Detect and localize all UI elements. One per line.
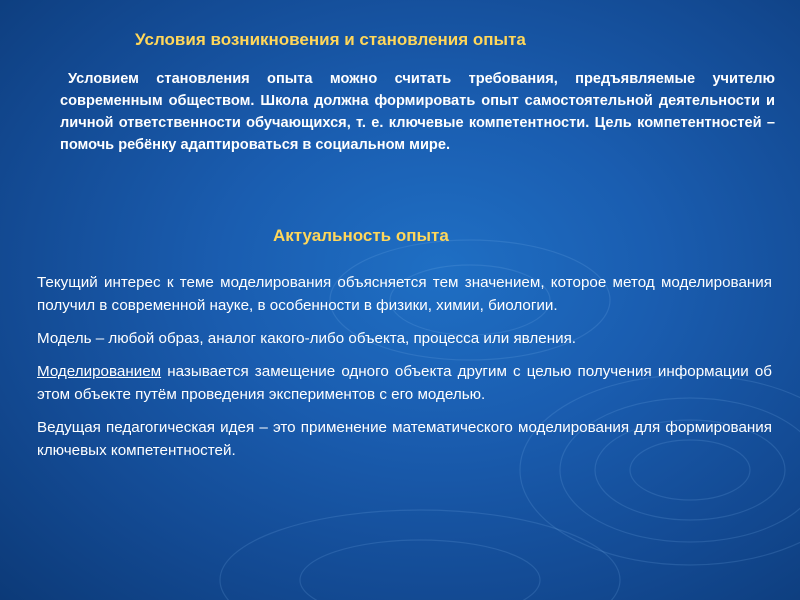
- relevance-section: [37, 247, 772, 472]
- heading-conditions: Условия возникновения и становления опыта: [135, 30, 526, 49]
- conditions-paragraph: Условием становления опыта можно считать требования, предъявляемые учителю современным обществом. Школа должна формировать опыт самостоятельной деятельности и личной ответственности обучающихся, т. е. ключевые компетентности. Цель компетентностей – помочь ребёнку адаптироваться в социальном мире.: [60, 71, 775, 153]
- relevance-paragraph-2: Модель – любой образ, аналог какого-либо объекта, процесса или явления.: [37, 330, 577, 347]
- modeling-definition: называется замещение одного объекта другим с целью получения информации об этом объекте путём проведения экспериментов с его моделью.: [37, 363, 772, 403]
- relevance-paragraph-4: Ведущая педагогическая идея – это применение математического моделирования для формирования ключевых компетентностей.: [37, 419, 772, 459]
- modeling-term: Моделированием: [37, 363, 162, 380]
- relevance-paragraph-3: [37, 360, 772, 406]
- heading-relevance: Актуальность опыта: [273, 226, 449, 245]
- relevance-paragraph-1: Текущий интерес к теме моделирования объясняется тем значением, которое метод моделирования получил в современной науке, в особенности в физики, химии, биологии.: [37, 274, 772, 314]
